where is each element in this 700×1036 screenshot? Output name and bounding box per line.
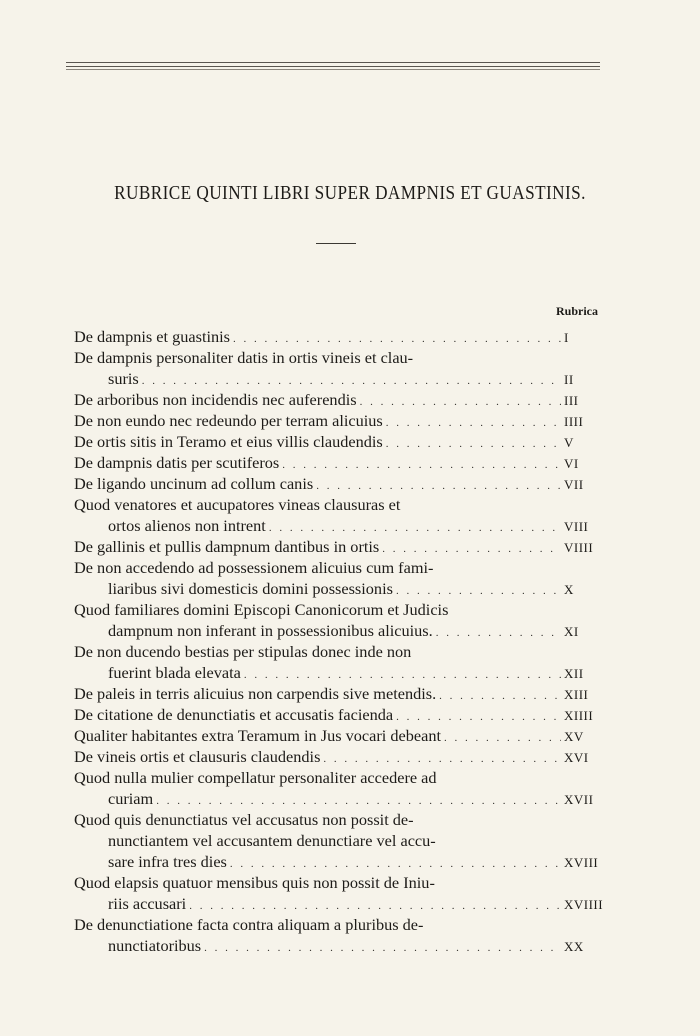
- rubric-number: XVII: [564, 792, 594, 807]
- dot-leader: [444, 728, 561, 749]
- rubric-number: VIII: [564, 519, 589, 534]
- toc-entry-line: [74, 515, 604, 536]
- toc-entry-text: De paleis in terris alicuius non carpendis sive metendis.: [74, 684, 437, 703]
- toc-entry-line: [74, 704, 604, 725]
- dot-leader: [386, 413, 561, 434]
- toc-entry-line: [74, 830, 604, 851]
- rubric-number: XVI: [564, 750, 589, 765]
- dot-leader: [436, 623, 561, 644]
- rubric-number: V: [564, 435, 574, 450]
- rubric-number: X: [564, 582, 574, 597]
- dot-leader: [282, 455, 561, 476]
- toc-entry: [74, 473, 604, 494]
- toc-entry-text: De gallinis et pullis dampnum dantibus in ortis: [74, 537, 380, 556]
- toc-entry-text: dampnum non inferant in possessionibus alicuius.: [108, 621, 433, 640]
- toc-entry: [74, 809, 604, 872]
- toc-entry: [74, 746, 604, 767]
- rubric-number: VI: [564, 456, 579, 471]
- rubric-number: II: [564, 372, 574, 387]
- toc-entry-line: [74, 473, 604, 494]
- toc-entry: [74, 725, 604, 746]
- toc-entry: [74, 389, 604, 410]
- rubric-number: XIII: [564, 687, 589, 702]
- toc-entry: [74, 557, 604, 599]
- toc-entry-line: [74, 536, 604, 557]
- toc-entry-text: De non ducendo bestias per stipulas donec inde non: [74, 642, 412, 661]
- toc-entry-line: [74, 641, 604, 662]
- toc-entry-text: nunctiatoribus: [108, 936, 202, 955]
- toc-entry: [74, 410, 604, 431]
- top-thin-rule: [66, 69, 600, 70]
- toc-entry-text: De ligando uncinum ad collum canis: [74, 474, 314, 493]
- toc-entry-text: De arboribus non incidendis nec auferendis: [74, 390, 357, 409]
- toc-entry: [74, 872, 604, 914]
- rubric-number: XII: [564, 666, 584, 681]
- toc-entry-text: De dampnis personaliter datis in ortis vineis et clau-: [74, 348, 414, 367]
- toc-entry-line: [74, 725, 604, 746]
- toc-entry: [74, 683, 604, 704]
- toc-entry-line: [74, 410, 604, 431]
- rubric-number: XVIII: [564, 855, 599, 870]
- rubric-number: XI: [564, 624, 579, 639]
- toc-entry-line: [74, 893, 604, 914]
- toc-entry-line: [74, 347, 604, 368]
- rubric-number: XV: [564, 729, 584, 744]
- rubric-number: VII: [564, 477, 584, 492]
- toc-entry-line: [74, 746, 604, 767]
- toc-entry-line: [74, 914, 604, 935]
- toc-entry-text: De denunctiatione facta contra aliquam a pluribus de-: [74, 915, 424, 934]
- toc-entry: [74, 326, 604, 347]
- toc-entry-line: [74, 767, 604, 788]
- toc-entry-line: [74, 452, 604, 473]
- toc-entry: [74, 347, 604, 389]
- rubric-number: XVIIII: [564, 897, 604, 912]
- toc-entry-text: riis accusari: [108, 894, 187, 913]
- toc-entry: [74, 599, 604, 641]
- toc-entry: [74, 914, 604, 956]
- toc-entry-line: [74, 935, 604, 956]
- toc-entry-text: Quod quis denunctiatus vel accusatus non possit de-: [74, 810, 414, 829]
- toc-entry-line: [74, 557, 604, 578]
- toc-entry-text: De non accedendo ad possessionem alicuius cum fami-: [74, 558, 434, 577]
- rubric-number: XX: [564, 939, 584, 954]
- toc-entry-text: ortos alienos non intrent: [108, 516, 266, 535]
- toc-entry-line: [74, 620, 604, 641]
- toc-entry-line: [74, 662, 604, 683]
- toc-entry: [74, 431, 604, 452]
- toc-entry-line: [74, 788, 604, 809]
- rubric-number: VIIII: [564, 540, 594, 555]
- rubrica-column-header: Rubrica: [556, 304, 598, 318]
- toc-entry-text: Quod elapsis quatuor mensibus quis non possit de Iniu-: [74, 873, 435, 892]
- rubric-number: III: [564, 393, 579, 408]
- toc-entry-line: [74, 494, 604, 515]
- toc-entry-text: suris: [108, 369, 139, 388]
- toc-entry-line: [74, 809, 604, 830]
- toc-entry-line: [74, 578, 604, 599]
- toc-entry-text: liaribus sivi domesticis domini possessionis: [108, 579, 393, 598]
- toc-entry-line: [74, 326, 604, 347]
- toc-entry: [74, 767, 604, 809]
- toc-entry: [74, 641, 604, 683]
- table-of-contents: [74, 326, 604, 956]
- top-double-rule: [66, 62, 600, 67]
- rubric-number: I: [564, 330, 569, 345]
- toc-entry-text: fuerint blada elevata: [108, 663, 241, 682]
- toc-entry-text: De vineis ortis et clausuris claudendis: [74, 747, 321, 766]
- toc-entry: [74, 494, 604, 536]
- toc-entry: [74, 452, 604, 473]
- dot-leader: [360, 392, 561, 413]
- dot-leader: [386, 434, 561, 455]
- toc-entry-text: curiam: [108, 789, 154, 808]
- toc-entry-text: De citatione de denunctiatis et accusatis facienda: [74, 705, 394, 724]
- title-divider: [316, 243, 356, 244]
- toc-entry-text: De dampnis datis per scutiferos: [74, 453, 280, 472]
- toc-entry-line: [74, 431, 604, 452]
- toc-entry-text: sare infra tres dies: [108, 852, 227, 871]
- toc-entry-text: nunctiantem vel accusantem denunctiare vel accu-: [108, 831, 436, 850]
- toc-entry-text: Qualiter habitantes extra Teramum in Jus vocari debeant: [74, 726, 442, 745]
- dot-leader: [204, 938, 561, 959]
- toc-entry-text: De dampnis et guastinis: [74, 327, 231, 346]
- toc-entry: [74, 704, 604, 725]
- toc-entry-line: [74, 599, 604, 620]
- toc-entry: [74, 536, 604, 557]
- toc-entry-text: Quod venatores et aucupatores vineas clausuras et: [74, 495, 401, 514]
- toc-entry-line: [74, 389, 604, 410]
- toc-entry-text: Quod familiares domini Episcopi Canonicorum et Judicis: [74, 600, 449, 619]
- toc-entry-text: Quod nulla mulier compellatur personaliter accedere ad: [74, 768, 437, 787]
- toc-entry-line: [74, 683, 604, 704]
- toc-entry-line: [74, 851, 604, 872]
- dot-leader: [439, 686, 561, 707]
- toc-entry-text: De ortis sitis in Teramo et eius villis claudendis: [74, 432, 383, 451]
- toc-entry-line: [74, 368, 604, 389]
- toc-entry-line: [74, 872, 604, 893]
- toc-entry-text: De non eundo nec redeundo per terram alicuius: [74, 411, 383, 430]
- rubric-number: IIII: [564, 414, 584, 429]
- rubric-number: XIIII: [564, 708, 594, 723]
- page-title: RUBRICE QUINTI LIBRI SUPER DAMPNIS ET GUASTINIS.: [114, 182, 586, 204]
